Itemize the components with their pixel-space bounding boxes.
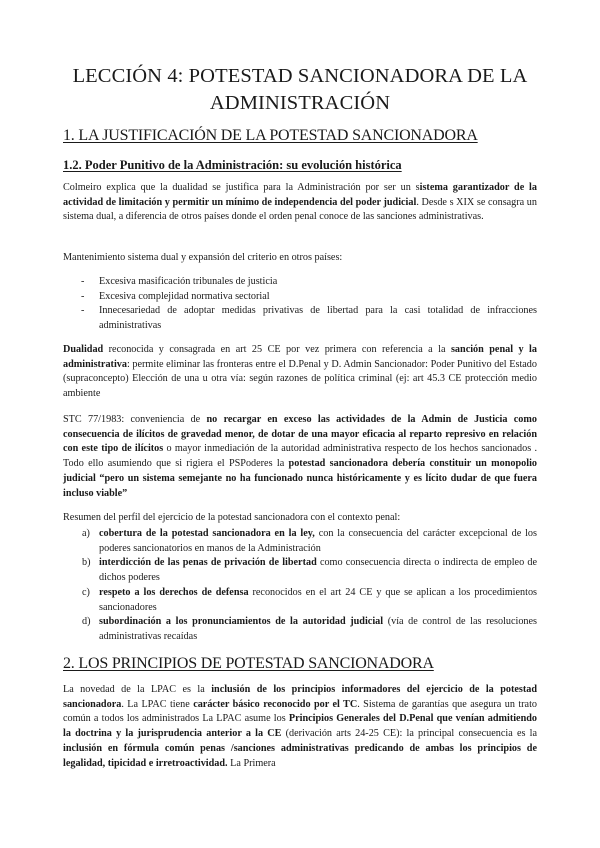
list-item: a) cobertura de la potestad sancionadora en la ley, con la consecuencia del carácter excepcional de los poderes sancionatorios en manos de la Administración [82, 528, 537, 554]
list-item: d) subordinación a los pronunciamientos de la autoridad judicial (vía de control de las resoluciones administrativas recaídas [82, 616, 537, 642]
lettered-list [63, 527, 537, 645]
section-1-2-subheading: 1.2. Poder Punitivo de la Administración: su evolución histórica [63, 158, 402, 172]
section-2-heading: 2. LOS PRINCIPIOS DE POTESTAD SANCIONADORA [63, 655, 434, 672]
dash-list [63, 275, 537, 334]
paragraph-dualidad: Dualidad reconocida y consagrada en art 25 CE por vez primera con referencia a la sanción penal y la administrativa: permite eliminar las fronteras entre el D.Penal y D. Admin Sancionador: Poder Punitivo del Estado (supraconcepto) Elección de una u otra vía: según razones de política criminal (ej: art 45.3 CE protección medio ambiente [63, 344, 537, 400]
list-item: - Innecesariedad de adoptar medidas privativas de libertad para la casi totalidad de infracciones administrativas [81, 305, 537, 332]
document-title: LECCIÓN 4: POTESTAD SANCIONADORA DE LA ADMINISTRACIÓN [72, 65, 528, 114]
list-item: b) interdicción de las penas de privación de libertad como consecuencia directa o indirecta de empleo de dichos poderes [82, 557, 538, 584]
paragraph-sistema-dual: Mantenimiento sistema dual y expansión del criterio en otros países: [63, 252, 343, 263]
section-1-heading: 1. LA JUSTIFICACIÓN DE LA POTESTAD SANCIONADORA [63, 127, 478, 144]
paragraph-colmeiro: Colmeiro explica que la dualidad se justifica para la Administración por ser un sistema garantizador de la actividad de limitación y permitir un mínimo de independencia del poder judicial. Desde s XIX se consagra un sistema dual, a diferencia de otros países donde el orden penal conoce de las sanciones administrativas. [63, 182, 537, 223]
list-item: - Excesiva complejidad normativa sectorial [81, 290, 270, 302]
paragraph-stc: STC 77/1983: conveniencia de no recargar en exceso las actividades de la Admin de Justicia como consecuencia de ilícitos de gravedad menor, de dotar de una mayor eficacia al reparto represivo en relación con este tipo de ilícitos o mayor inmediación de la autoridad administrativa respecto de los hechos sancionados . Todo ello asumiendo que si rigiera el PSPoderes la potestad sancionadora debería constituir un monopolio judicial “pero un sistema semejante no ha funcionado nunca históricamente y es lícito dudar de que fuera incluso viable” [63, 414, 537, 499]
list-item: - Excesiva masificación tribunales de justicia [81, 276, 278, 287]
paragraph-lpac: La novedad de la LPAC es la inclusión de los principios informadores del ejercicio de la potestad sancionadora. La LPAC tiene carácter básico reconocido por el TC. Sistema de garantías que asegura un trato común a todos los administrados La LPAC asume los Principios Generales del D.Penal que venían admitiendo la doctrina y la jurisprudencia anterior a la CE (derivación arts 24-25 CE): la principal consecuencia es la inclusión en fórmula común penas /sanciones administrativas predicando de ambas los principios de legalidad, tipicidad e irretroactividad. La Primera [63, 684, 538, 769]
list-item: c) respeto a los derechos de defensa reconocidos en el art 24 CE y que se aplican a los procedimientos sancionadores [82, 586, 538, 613]
paragraph-resumen: Resumen del perfil del ejercicio de la potestad sancionadora con el contexto penal: [63, 512, 401, 523]
